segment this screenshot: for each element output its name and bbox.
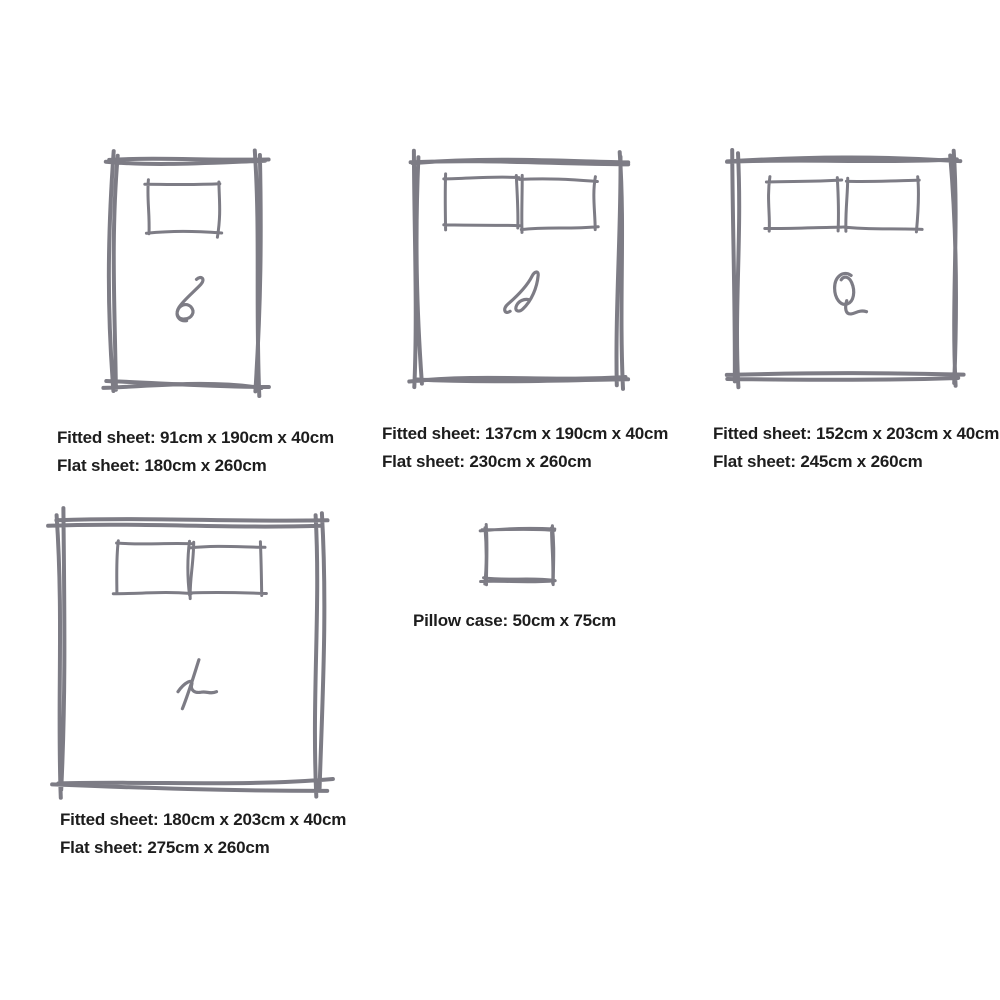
single-size-specs <box>57 424 334 480</box>
single-flat-sheet-spec: Flat sheet: 180cm x 260cm <box>57 456 267 475</box>
queen-size-specs <box>713 420 999 476</box>
king-fitted-sheet-spec: Fitted sheet: 180cm x 203cm x 40cm <box>60 810 347 829</box>
bed-diagram-queen <box>723 150 963 388</box>
double-fitted-sheet-spec: Fitted sheet: 137cm x 190cm x 40cm <box>382 424 669 443</box>
king-bed-sketch <box>50 510 330 796</box>
queen-bed-sketch <box>723 150 963 388</box>
single-fitted-sheet-spec: Fitted sheet: 91cm x 190cm x 40cm <box>57 428 334 447</box>
pillow-case-spec: Pillow case: 50cm x 75cm <box>413 611 617 630</box>
queen-flat-sheet-spec: Flat sheet: 245cm x 260cm <box>713 452 923 471</box>
bed-diagram-king <box>50 510 330 796</box>
pillow-case-diagram <box>477 521 559 587</box>
king-size-specs <box>60 806 346 862</box>
queen-fitted-sheet-spec: Fitted sheet: 152cm x 203cm x 40cm <box>713 424 1000 443</box>
single-bed-sketch <box>103 152 268 397</box>
pillow-case-sketch <box>477 521 559 587</box>
double-size-specs <box>382 420 668 476</box>
king-flat-sheet-spec: Flat sheet: 275cm x 260cm <box>60 838 270 857</box>
bed-diagram-double <box>409 149 631 387</box>
double-flat-sheet-spec: Flat sheet: 230cm x 260cm <box>382 452 592 471</box>
double-bed-sketch <box>409 149 631 387</box>
bed-diagram-single <box>103 152 268 397</box>
